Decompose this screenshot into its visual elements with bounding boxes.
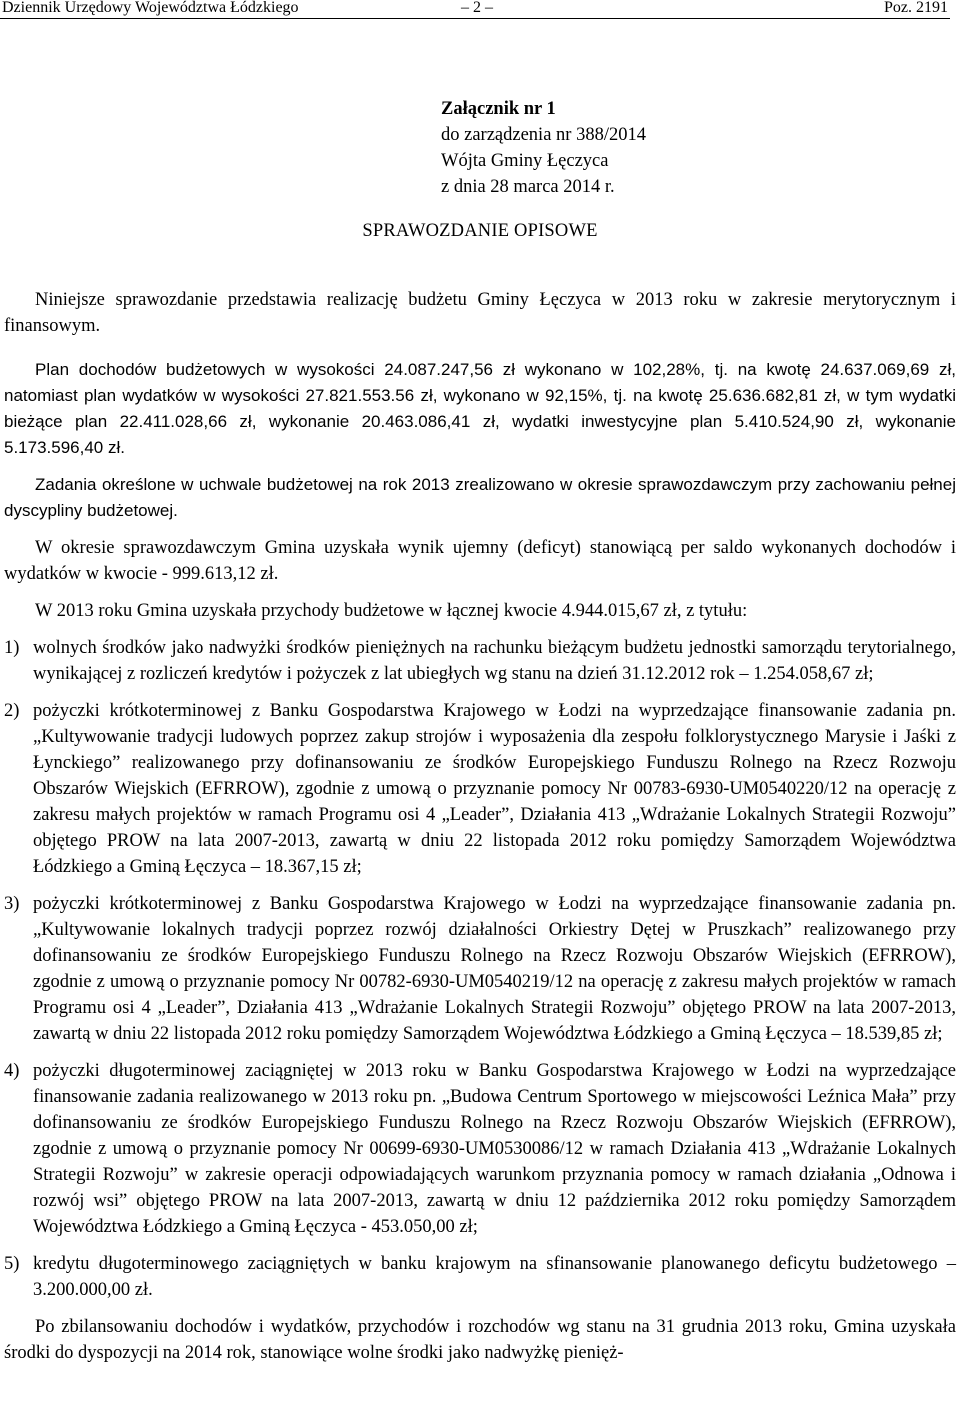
attachment-number: Załącznik nr 1: [441, 99, 556, 119]
plan-paragraph: Plan dochodów budżetowych w wysokości 24.087.247,56 zł wykonano w 102,28%, tj. na kwotę 24.637.069,69 zł, natomiast plan wydatków w wysokości 27.821.553.56 zł, wykonano w 92,15%, tj. na kwotę 25.636.682,81 zł, w tym wydatki bieżące plan 22.411.028,66 zł, wykonanie 20.463.086,41 zł, wydatki inwestycyjne plan 5.410.524,90 zł, wykonanie 5.173.596,40 zł.: [4, 360, 956, 457]
page-header: [0, 0, 948, 22]
list-item: [4, 1058, 956, 1240]
attachment-block: [441, 96, 646, 200]
header-rule: [0, 18, 950, 19]
list-item: [4, 698, 956, 880]
list-text: pożyczki krótkoterminowej z Banku Gospodarstwa Krajowego w Łodzi na wyprzedzające finansowanie zadania pn. „Kultywowanie tradycji ludowych poprzez zakup strojów i wyposażenia dla zespołu folklorystycznego Marysie i Jaśki z Łynckiego” realizowanego przy dofinansowaniu ze środków Europejskiego Funduszu Rolnego na Rzecz Rozwoju Obszarów Wiejskich (EFRROW), zgodnie z umową o przyznanie pomocy Nr 00783-6930-UM0540220/12 na operację z zakresu małych projektów w ramach Programu osi 4 „Leader”, Działania 413 „Wdrażanie Lokalnych Strategii Rozwoju” objętego PROW na lata 2007-2013, zawartą w dniu 22 listopada 2012 roku pomiędzy Samorządem Województwa Łódzkiego a Gminą Łęczyca – 18.367,15 zł;: [33, 701, 956, 877]
list-item: [4, 891, 956, 1047]
revenue-paragraph: W 2013 roku Gmina uzyskała przychody budżetowe w łącznej kwocie 4.944.015,67 zł, z tytułu:: [35, 601, 748, 621]
document-body: [4, 287, 956, 1366]
list-text: pożyczki krótkoterminowej z Banku Gospodarstwa Krajowego w Łodzi na wyprzedzające finansowanie zadania pn. „Kultywowanie lokalnych tradycji poprzez rozwój działalności Orkiestry Dętej w Pruszkach” realizowanego przy dofinansowaniu ze środków Europejskiego Funduszu Rolnego na Rzecz Rozwoju Obszarów Wiejskich (EFRROW), zgodnie z umową o przyznanie pomocy Nr 00782-6930-UM0540219/12 na operację z zakresu małych projektów w ramach Programu osi 4 „Leader”, Działania 413 „Wdrażanie Lokalnych Strategii Rozwoju” objętego PROW na lata 2007-2013, zawartą w dniu 22 listopada 2012 roku pomiędzy Samorządem Województwa Łódzkiego a Gminą Łęczyca – 18.539,85 zł;: [33, 894, 956, 1044]
list-number: 3): [4, 894, 20, 914]
list-text: pożyczki długoterminowej zaciągniętej w 2013 roku w Banku Gospodarstwa Krajowego w Łodzi na wyprzedzające finansowanie zadania realizowanego w 2013 roku pn. „Budowa Centrum Sportowego w miejscowości Leźnica Mała” przy dofinansowaniu ze środków Europejskiego Funduszu Rolnego na Rzecz Rozwoju Obszarów Wiejskich (EFRROW), zgodnie z umową o przyznanie pomocy Nr 00699-6930-UM0530086/12 w ramach Działania 413 „Wdrażanie Lokalnych Strategii Rozwoju” w zakresie operacji odpowiadających warunkom przyznania pomocy w ramach działania „Odnowa i rozwój wsi” objętego PROW na lata 2007-2013, zawartą w dniu 12 października 2012 roku pomiędzy Samorządem Województwa Łódzkiego a Gminą Łęczyca - 453.050,00 zł;: [33, 1061, 956, 1237]
attachment-date: z dnia 28 marca 2014 r.: [441, 177, 615, 197]
deficit-paragraph: W okresie sprawozdawczym Gmina uzyskała wynik ujemny (deficyt) stanowiącą per saldo wykonanych dochodów i wydatków w kwocie - 999.613,12 zł.: [4, 538, 956, 584]
closing-paragraph: Po zbilansowaniu dochodów i wydatków, przychodów i rozchodów wg stanu na 31 grudnia 2013 roku, Gmina uzyskała środki do dyspozycji na 2014 rok, stanowiące wolne środki jako nadwyżkę pienięż-: [4, 1317, 956, 1363]
list-text: kredytu długoterminowego zaciągniętych w banku krajowym na sfinansowanie planowanego deficytu budżetowego – 3.200.000,00 zł.: [33, 1254, 956, 1300]
list-number: 1): [4, 638, 20, 658]
list-item: [4, 1251, 956, 1303]
journal-title: Dziennik Urzędowy Województwa Łódzkiego: [2, 0, 299, 16]
attachment-regulation: do zarządzenia nr 388/2014: [441, 125, 646, 145]
page-number: – 2 –: [461, 0, 493, 16]
tasks-paragraph: Zadania określone w uchwale budżetowej na rok 2013 zrealizowano w okresie sprawozdawczym przy zachowaniu pełnej dyscypliny budżetowej.: [4, 475, 956, 520]
list-number: 2): [4, 701, 20, 721]
position-number: Poz. 2191: [884, 0, 948, 16]
document-title: SPRAWOZDANIE OPISOWE: [362, 221, 598, 241]
list-text: wolnych środków jako nadwyżki środków pieniężnych na rachunku bieżącym budżetu jednostki samorządu terytorialnego, wynikającej z rozliczeń kredytów i pożyczek z lat ubiegłych wg stanu na dzień 31.12.2012 rok – 1.254.058,67 zł;: [33, 638, 956, 684]
list-number: 5): [4, 1254, 20, 1274]
intro-paragraph: Niniejsze sprawozdanie przedstawia realizację budżetu Gminy Łęczyca w 2013 roku w zakresie merytorycznym i finansowym.: [4, 290, 956, 336]
list-number: 4): [4, 1061, 20, 1081]
list-item: [4, 635, 956, 687]
attachment-issuer: Wójta Gminy Łęczyca: [441, 151, 609, 171]
